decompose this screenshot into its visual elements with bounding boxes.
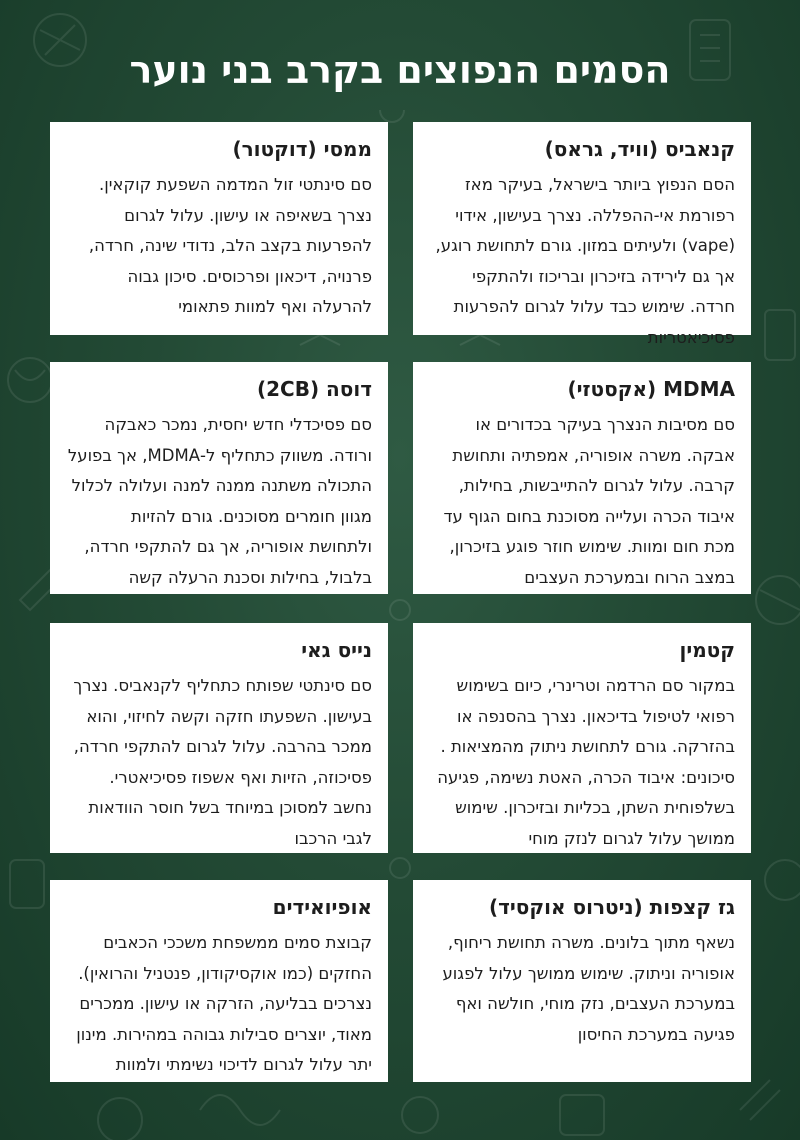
- page-title: הסמים הנפוצים בקרב בני נוער: [129, 48, 671, 92]
- card-body: נשאף מתוך בלונים. משרה תחושת ריחוף, אופוריה וניתוק. שימוש ממושך עלול לפגוע במערכת העצבים, נזק מוחי, חולשה ואף פגיעה במערכת החיסון: [442, 933, 735, 1044]
- card-body: במקור סם הרדמה וטרינרי, כיום בשימוש רפואי לטיפול בדיכאון. נצרך בהסנפה או בהזרקה. גורם לתחושת ניתוק מהמציאות . סיכונים: איבוד הכרה, האטת נשימה, פגיעה בשלפוחית השתן, בכליות ובזיכרון. שימוש ממושך עלול לגרום לנזק מוחי: [437, 676, 735, 848]
- card-heading: גז קצפות (ניטרוס אוקסיד): [488, 895, 735, 919]
- card-cannabis: [413, 122, 751, 347]
- card-heading: ממסי (דוקטור): [232, 137, 372, 161]
- card-ketamine: [413, 623, 751, 853]
- card-mamsi: [50, 122, 388, 335]
- card-opioids: [50, 880, 388, 1082]
- card-body: סם סינתטי זול המדמה השפעת קוקאין. נצרך בשאיפה או עישון. עלול לגרום להפרעות בקצב הלב, נדודי שינה, חרדה, פרנויה, דיכאון ופרכוסים. סיכון גבוה להרעלה ואף למוות פתאומי: [88, 175, 372, 316]
- card-nitrous-oxide: [413, 880, 751, 1082]
- card-heading: נייס גאי: [301, 638, 372, 662]
- card-nice-guy: [50, 623, 388, 853]
- card-heading: MDMA (אקסטזי): [567, 377, 735, 401]
- card-body: קבוצת סמים ממשפחת משככי הכאבים החזקים (כמו אוקסיקודון, פנטניל והרואין). נצרכים בבליעה, הזרקה או עישון. ממכרים מאוד, יוצרים סבילות גבוהה במהירות. מינון יתר עלול לגרום לדיכוי נשימתי ולמוות: [76, 933, 372, 1074]
- card-body: סם סינתטי שפותח כתחליף לקנאביס. נצרך בעישון. השפעתו חזקה וקשה לחיזוי, והוא ממכר בהרבה. עלול לגרום להתקפי חרדה, פסיכוזה, הזיות ואף אשפוז פסיכיאטרי. נחשב למסוכן במיוחד בשל חוסר הוודאות לגבי הרכבו: [73, 676, 372, 848]
- card-dosa: [50, 362, 388, 594]
- card-body: סם פסיכדלי חדש יחסית, נמכר כאבקה ורודה. משווק כתחליף ל-MDMA, אך בפועל התכולה משתנה ממנה למנה ועלולה לכלול מגוון חומרים מסוכנים. גורם להזיות ולתחושת אופוריה, אך גם להתקפי חרדה, בלבול, בחילות וסכנת הרעלה קשה: [67, 415, 372, 587]
- card-heading: דוסה (2CB): [256, 377, 372, 401]
- card-body: הסם הנפוץ ביותר בישראל, בעיקר מאז רפורמת אי-ההפללה. נצרך בעישון, אידוי (vape) ולעיתים במזון. גורם לתחושת רוגע, אך גם לירידה בזיכרון ובריכוז ולהתקפי חרדה. שימוש כבד עלול לגרום להפרעות פסיכיאטריות: [435, 175, 735, 347]
- card-heading: אופיואידים: [272, 895, 372, 919]
- card-heading: קנאביס (וויד, גראס): [544, 137, 735, 161]
- card-mdma: [413, 362, 751, 594]
- card-body: סם מסיבות הנצרך בעיקר בכדורים או אבקה. משרה אופוריה, אמפתיה ותחושת קרבה. עלול לגרום להתייבשות, בחילות, איבוד הכרה ועלייה מסוכנת בחום הגוף עד מכת חום ומוות. שימוש חוזר פוגע בזיכרון, במצב הרוח ובמערכת העצבים: [443, 415, 735, 587]
- card-heading: קטמין: [679, 638, 735, 662]
